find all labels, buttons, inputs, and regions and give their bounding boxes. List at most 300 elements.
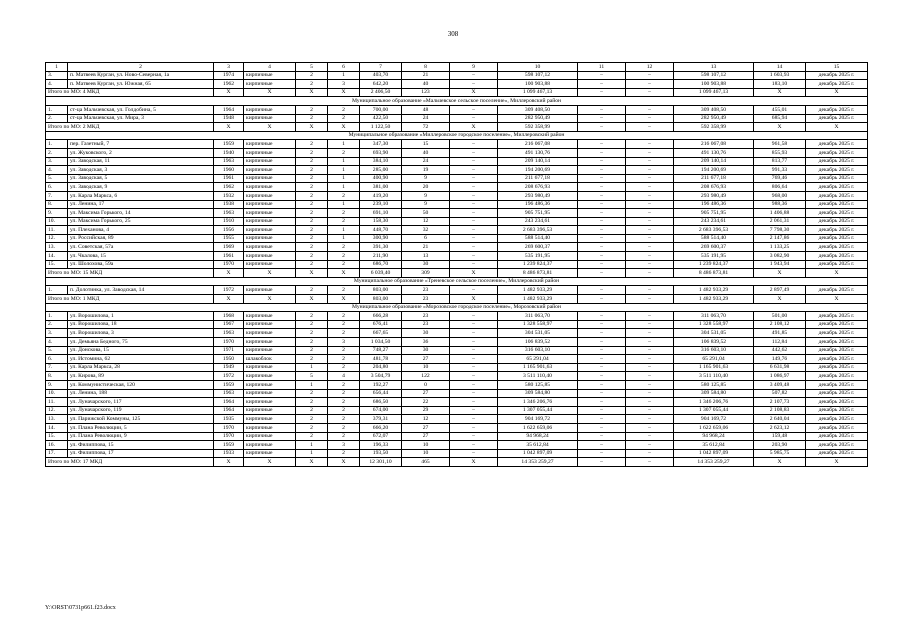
table-cell: 15	[402, 140, 450, 149]
table-cell: –	[450, 432, 498, 441]
table-cell: –	[450, 252, 498, 261]
table-cell: X	[754, 88, 806, 97]
table-cell: 12.	[46, 234, 68, 243]
table-cell: X	[806, 269, 868, 278]
table-cell: 379,31	[360, 415, 402, 424]
table-cell: 2	[296, 209, 328, 218]
table-cell: 1 034,50	[360, 338, 402, 347]
table-cell: 122	[402, 372, 450, 381]
table-cell: –	[626, 226, 674, 235]
table-cell: 106 839,52	[498, 338, 578, 347]
table-cell: 7 798,30	[754, 226, 806, 235]
table-cell: 8	[402, 63, 450, 72]
table-cell: 11.	[46, 398, 68, 407]
table-cell: 2.	[46, 114, 68, 123]
table-cell: 8.	[46, 372, 68, 381]
table-cell: ул. Российская, 89	[68, 234, 214, 243]
table-cell: –	[578, 200, 626, 209]
table-row	[46, 114, 868, 123]
table-cell: 15.	[46, 432, 68, 441]
table-cell: декабрь 2025 г.	[806, 183, 868, 192]
table-cell: ул. Заводская, 11	[68, 157, 214, 166]
table-cell: кирпичные	[244, 329, 296, 338]
table-row	[46, 234, 868, 243]
table-cell: кирпичные	[244, 217, 296, 226]
table-cell: 748,27	[360, 346, 402, 355]
table-cell: 1	[328, 140, 360, 149]
table-cell: 9	[402, 174, 450, 183]
table-cell: 193,50	[360, 449, 402, 458]
table-cell: 311 063,70	[498, 312, 578, 321]
table-cell: –	[578, 123, 626, 132]
table-row	[46, 355, 868, 364]
table-cell: 196 486,36	[674, 200, 754, 209]
table-cell: кирпичные	[244, 389, 296, 398]
table-cell: декабрь 2025 г.	[806, 346, 868, 355]
table-cell: 1933	[214, 449, 244, 458]
table-cell: 2	[328, 432, 360, 441]
table-cell: 1 622 659,06	[674, 423, 754, 432]
table-cell: 419,20	[360, 191, 402, 200]
table-cell: 1 328 558,97	[498, 320, 578, 329]
table-cell: 2	[328, 105, 360, 114]
table-cell: кирпичные	[244, 243, 296, 252]
table-cell: 14 353 259,27	[674, 458, 754, 467]
table-cell: –	[626, 80, 674, 89]
table-cell: 2	[328, 286, 360, 295]
table-cell: 311 063,70	[674, 312, 754, 321]
table-cell: 2	[328, 329, 360, 338]
table-cell: –	[450, 260, 498, 269]
table-cell: 1.	[46, 105, 68, 114]
table-cell: –	[626, 363, 674, 372]
table-cell: –	[578, 380, 626, 389]
table-cell: 23	[402, 295, 450, 304]
table-cell: 30	[402, 329, 450, 338]
table-cell: 381,00	[360, 183, 402, 192]
table-cell: –	[450, 234, 498, 243]
table-cell: 1	[296, 363, 328, 372]
table-cell: 293 980,49	[498, 191, 578, 200]
table-cell: 0	[402, 380, 450, 389]
table-cell: –	[450, 80, 498, 89]
table-cell: 3	[328, 338, 360, 347]
table-cell: –	[626, 260, 674, 269]
table-cell: –	[626, 269, 674, 278]
table-cell: 309 584,80	[674, 389, 754, 398]
table-cell: 6	[328, 63, 360, 72]
table-cell: –	[578, 252, 626, 261]
table-cell: 208 676,93	[498, 183, 578, 192]
table-row	[46, 329, 868, 338]
table-cell: 9	[402, 191, 450, 200]
table-row	[46, 200, 868, 209]
table-cell: 1	[296, 441, 328, 450]
table-cell: кирпичные	[244, 200, 296, 209]
table-cell: 14.	[46, 423, 68, 432]
table-cell: ул. Шолохова, 59а	[68, 260, 214, 269]
table-cell: декабрь 2025 г.	[806, 200, 868, 209]
table-cell: –	[626, 105, 674, 114]
table-cell: ул. Карла Маркса, 6	[68, 191, 214, 200]
table-cell: 1	[296, 380, 328, 389]
table-cell: –	[578, 269, 626, 278]
table-cell: 17.	[46, 449, 68, 458]
column-number-header-row	[46, 63, 868, 72]
table-row	[46, 217, 868, 226]
table-cell: декабрь 2025 г.	[806, 80, 868, 89]
table-cell: 4.	[46, 166, 68, 175]
table-cell: 2	[328, 148, 360, 157]
table-cell: 2	[328, 389, 360, 398]
table-cell: 2	[296, 243, 328, 252]
table-cell: X	[328, 88, 360, 97]
table-cell: 309	[402, 269, 450, 278]
table-cell: 6.	[46, 355, 68, 364]
table-cell: 2	[328, 406, 360, 415]
table-cell: 2	[328, 252, 360, 261]
table-row	[46, 286, 868, 295]
table-cell: кирпичные	[244, 234, 296, 243]
table-cell: –	[626, 157, 674, 166]
table-cell: 3	[328, 80, 360, 89]
table-cell: кирпичные	[244, 415, 296, 424]
table-cell: X	[244, 295, 296, 304]
table-cell: X	[214, 295, 244, 304]
table-cell: 2	[328, 346, 360, 355]
table-cell: –	[626, 329, 674, 338]
table-cell: 1 603,93	[754, 71, 806, 80]
table-cell: –	[450, 286, 498, 295]
table-cell: кирпичные	[244, 363, 296, 372]
table-cell: –	[578, 320, 626, 329]
table-cell: 27	[402, 423, 450, 432]
table-cell: 9	[402, 200, 450, 209]
table-cell: ул. Ленина, 188	[68, 389, 214, 398]
table-cell: 2	[296, 234, 328, 243]
table-cell: 12	[402, 415, 450, 424]
table-cell: –	[450, 191, 498, 200]
table-cell: 391,30	[360, 243, 402, 252]
table-cell: декабрь 2025 г.	[806, 114, 868, 123]
table-row	[46, 441, 868, 450]
table-cell: 2	[328, 423, 360, 432]
table-cell: 35 612,84	[498, 441, 578, 450]
table-cell: –	[578, 209, 626, 218]
table-cell: –	[578, 191, 626, 200]
table-cell: –	[578, 432, 626, 441]
table-cell: кирпичные	[244, 406, 296, 415]
table-cell: –	[450, 243, 498, 252]
table-cell: 1 042 897,09	[674, 449, 754, 458]
table-cell: –	[578, 80, 626, 89]
table-cell: 5	[296, 63, 328, 72]
table-cell: –	[450, 320, 498, 329]
section-title: Муниципальное образование «Морозовское городское поселение», Морозовский район	[46, 303, 868, 312]
table-cell: 642,20	[360, 80, 402, 89]
table-cell: 803,00	[360, 286, 402, 295]
table-cell: 2	[328, 398, 360, 407]
table-cell: 2	[328, 191, 360, 200]
table-cell: –	[450, 372, 498, 381]
table-cell: X	[296, 88, 328, 97]
section-header-row	[46, 303, 868, 312]
table-cell: 1	[328, 71, 360, 80]
table-cell: X	[806, 458, 868, 467]
table-cell: 196 486,36	[498, 200, 578, 209]
table-cell: 309 408,50	[498, 105, 578, 114]
table-cell: 243 234,61	[674, 217, 754, 226]
table-cell: 100 903,88	[674, 80, 754, 89]
table-cell: 2	[296, 415, 328, 424]
table-cell: 1963	[214, 389, 244, 398]
table-cell: 455,01	[754, 105, 806, 114]
table-cell: 14 353 259,27	[498, 458, 578, 467]
table-cell: 700,00	[360, 105, 402, 114]
table-cell: кирпичные	[244, 80, 296, 89]
table-cell: 65 291,04	[498, 355, 578, 364]
table-cell: 29	[402, 406, 450, 415]
table-cell: 65 291,04	[674, 355, 754, 364]
table-cell: 216 067,08	[674, 140, 754, 149]
table-cell: –	[578, 243, 626, 252]
table-cell: 2	[296, 226, 328, 235]
table-cell: кирпичные	[244, 320, 296, 329]
table-cell: 4	[244, 63, 296, 72]
table-row	[46, 252, 868, 261]
table-cell: –	[578, 157, 626, 166]
table-cell: 123	[402, 88, 450, 97]
table-cell: 1932	[214, 191, 244, 200]
table-cell: 316 603,10	[674, 346, 754, 355]
table-cell: –	[626, 380, 674, 389]
table-cell: 2.	[46, 148, 68, 157]
table-cell: 209 140,14	[674, 157, 754, 166]
table-cell: 2	[296, 157, 328, 166]
table-cell: 14.	[46, 252, 68, 261]
table-cell: декабрь 2025 г.	[806, 406, 868, 415]
table-cell: 1.	[46, 312, 68, 321]
table-cell: –	[450, 312, 498, 321]
table-cell: –	[450, 415, 498, 424]
table-row	[46, 71, 868, 80]
table-cell: 2	[328, 380, 360, 389]
table-cell: –	[626, 183, 674, 192]
total-row	[46, 88, 868, 97]
table-cell: 6 631,98	[754, 363, 806, 372]
table-cell: –	[626, 217, 674, 226]
table-row	[46, 157, 868, 166]
table-cell: 24	[402, 114, 450, 123]
table-cell: –	[626, 174, 674, 183]
table-cell: 2 061,31	[754, 217, 806, 226]
table-cell: 7	[360, 63, 402, 72]
table-cell: –	[626, 191, 674, 200]
table-cell: 2	[296, 355, 328, 364]
table-row	[46, 423, 868, 432]
table-cell: 1 086,97	[754, 372, 806, 381]
table-cell: X	[806, 295, 868, 304]
table-cell: декабрь 2025 г.	[806, 423, 868, 432]
table-cell: 2	[328, 243, 360, 252]
table-cell: 968,00	[754, 191, 806, 200]
table-cell: –	[626, 372, 674, 381]
table-cell: 203,90	[754, 441, 806, 450]
table-cell: 1970	[214, 423, 244, 432]
table-row	[46, 166, 868, 175]
table-cell: 209 140,14	[498, 157, 578, 166]
table-cell: –	[450, 226, 498, 235]
table-cell: 2	[296, 174, 328, 183]
table-cell: 1 165 901,63	[674, 363, 754, 372]
table-cell: 1968	[214, 312, 244, 321]
table-cell: 991,33	[754, 166, 806, 175]
table-cell: ул. Плана Революции, 9	[68, 432, 214, 441]
table-cell: ул. Максима Горького, 14	[68, 209, 214, 218]
table-cell: 988,36	[754, 200, 806, 209]
table-cell: X	[328, 295, 360, 304]
table-cell: 94 968,24	[674, 432, 754, 441]
table-cell: кирпичные	[244, 441, 296, 450]
table-cell: 2	[296, 183, 328, 192]
table-cell: 5 985,75	[754, 449, 806, 458]
table-cell: 6 039,40	[360, 269, 402, 278]
table-cell: декабрь 2025 г.	[806, 140, 868, 149]
table-cell: –	[450, 174, 498, 183]
table-cell: кирпичные	[244, 166, 296, 175]
table-cell: –	[578, 312, 626, 321]
table-cell: 5	[296, 372, 328, 381]
table-cell: кирпичные	[244, 174, 296, 183]
table-cell: кирпичные	[244, 157, 296, 166]
table-cell: X	[450, 123, 498, 132]
table-cell: 656,44	[360, 389, 402, 398]
table-row	[46, 226, 868, 235]
table-cell: 1 099 467,13	[498, 88, 578, 97]
table-cell: ул. Плеханова, 4	[68, 226, 214, 235]
table-cell: декабрь 2025 г.	[806, 338, 868, 347]
table-cell: –	[450, 355, 498, 364]
table-cell: декабрь 2025 г.	[806, 372, 868, 381]
table-cell: 50	[402, 209, 450, 218]
table-cell: 1 482 933,29	[498, 295, 578, 304]
table-cell: 2 640,04	[754, 415, 806, 424]
table-cell: 3	[214, 63, 244, 72]
table-cell: 693,90	[360, 148, 402, 157]
table-cell: 535 191,95	[498, 252, 578, 261]
table-cell: X	[296, 295, 328, 304]
table-cell: 27	[402, 355, 450, 364]
table-cell: –	[450, 380, 498, 389]
table-cell: 1 482 933,29	[674, 286, 754, 295]
table-cell: кирпичные	[244, 140, 296, 149]
table-cell: ул. Демьяна Бедного, 75	[68, 338, 214, 347]
table-cell: 316 603,10	[498, 346, 578, 355]
table-row	[46, 432, 868, 441]
table-cell: 1 122,50	[360, 123, 402, 132]
table-cell: 1	[328, 200, 360, 209]
table-cell: 2	[296, 252, 328, 261]
total-label: Итого по МО: 2 МКД	[46, 123, 214, 132]
table-cell: 2	[328, 114, 360, 123]
table-cell: 194 200,69	[498, 166, 578, 175]
table-cell: 194 200,69	[674, 166, 754, 175]
table-cell: 422,50	[360, 114, 402, 123]
table-cell: 1 307 055,44	[674, 406, 754, 415]
table-cell: –	[626, 346, 674, 355]
table-cell: 40	[402, 148, 450, 157]
table-cell: декабрь 2025 г.	[806, 166, 868, 175]
table-cell: 21	[402, 71, 450, 80]
table-cell: –	[626, 166, 674, 175]
table-cell: 1 133,25	[754, 243, 806, 252]
table-cell: 1972	[214, 372, 244, 381]
table-cell: 806,64	[754, 183, 806, 192]
table-cell: 1 346 206,76	[674, 398, 754, 407]
table-cell: 666,20	[360, 423, 402, 432]
table-cell: –	[626, 441, 674, 450]
table-cell: –	[578, 346, 626, 355]
table-row	[46, 398, 868, 407]
table-cell: 904 169,72	[498, 415, 578, 424]
table-cell: 8 486 873,81	[674, 269, 754, 278]
table-cell: 2	[296, 286, 328, 295]
table-cell: –	[578, 458, 626, 467]
table-cell: 2	[296, 105, 328, 114]
table-cell: 1 239 824,37	[674, 260, 754, 269]
table-cell: 2	[296, 329, 328, 338]
table-cell: 6.	[46, 183, 68, 192]
table-cell: 11.	[46, 226, 68, 235]
table-cell: –	[450, 183, 498, 192]
footer-file-path: Y:\ORST\0731p661.f23.docx	[45, 605, 116, 611]
table-row	[46, 406, 868, 415]
table-cell: 10.	[46, 217, 68, 226]
table-cell: –	[578, 226, 626, 235]
table-cell: 304 531,05	[674, 329, 754, 338]
table-cell: X	[296, 458, 328, 467]
total-label: Итого по МО: 1 МКД	[46, 295, 214, 304]
table-cell: 12	[402, 217, 450, 226]
table-cell: 2	[296, 320, 328, 329]
table-cell: –	[578, 217, 626, 226]
table-cell: –	[626, 252, 674, 261]
table-cell: –	[450, 157, 498, 166]
table-cell: 674,00	[360, 406, 402, 415]
table-cell: 106 839,52	[674, 338, 754, 347]
table-cell: 2	[296, 406, 328, 415]
table-cell: 112,84	[754, 338, 806, 347]
table-cell: 1 943,94	[754, 260, 806, 269]
table-cell: X	[214, 123, 244, 132]
table-cell: X	[214, 269, 244, 278]
table-cell: кирпичные	[244, 338, 296, 347]
table-cell: –	[626, 423, 674, 432]
table-cell: –	[450, 346, 498, 355]
section-header-row	[46, 131, 868, 140]
table-cell: 192,27	[360, 380, 402, 389]
table-cell: 1 482 933,29	[498, 286, 578, 295]
table-cell: декабрь 2025 г.	[806, 286, 868, 295]
total-row	[46, 458, 868, 467]
table-cell: 592 358,99	[498, 123, 578, 132]
table-cell: X	[754, 458, 806, 467]
table-row	[46, 209, 868, 218]
table-cell: 465	[402, 458, 450, 467]
table-cell: 4	[328, 372, 360, 381]
table-cell: 23	[402, 286, 450, 295]
table-cell: –	[450, 441, 498, 450]
